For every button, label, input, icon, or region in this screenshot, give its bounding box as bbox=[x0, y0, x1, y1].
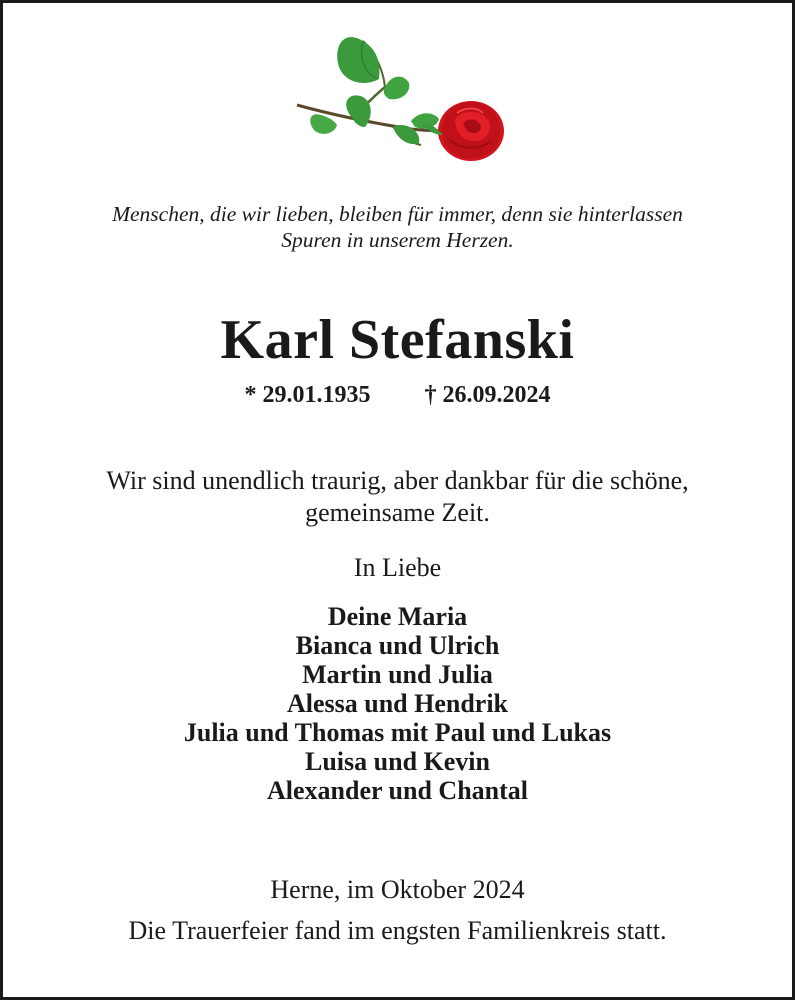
deceased-name: Karl Stefanski bbox=[220, 309, 575, 371]
message-line: gemeinsame Zeit. bbox=[305, 498, 490, 527]
family-member: Deine Maria bbox=[327, 602, 468, 631]
family-member: Alexander und Chantal bbox=[266, 776, 529, 805]
family-member: Alessa und Hendrik bbox=[286, 689, 509, 718]
ceremony-note: Die Trauerfeier fand im engsten Familienkreis statt. bbox=[128, 916, 667, 945]
family-member: Bianca und Ulrich bbox=[295, 631, 500, 660]
family-member: Martin und Julia bbox=[302, 660, 493, 689]
quote-line: Menschen, die wir lieben, bleiben für immer, denn sie hinterlassen bbox=[112, 202, 683, 226]
life-dates bbox=[3, 380, 792, 410]
memorial-quote bbox=[23, 201, 772, 253]
death-date: † 26.09.2024 bbox=[424, 382, 551, 408]
family-member: Julia und Thomas mit Paul und Lukas bbox=[183, 718, 612, 747]
quote-line: Spuren in unserem Herzen. bbox=[281, 228, 514, 252]
family-list bbox=[3, 602, 792, 805]
red-rose-icon bbox=[293, 27, 513, 167]
message-line: Wir sind unendlich traurig, aber dankbar für die schöne, bbox=[106, 466, 689, 495]
birth-date: * 29.01.1935 bbox=[244, 382, 371, 408]
place-and-date: Herne, im Oktober 2024 bbox=[270, 875, 525, 904]
family-member: Luisa und Kevin bbox=[305, 747, 490, 776]
grief-message bbox=[23, 465, 772, 529]
closing-phrase: In Liebe bbox=[353, 553, 442, 582]
